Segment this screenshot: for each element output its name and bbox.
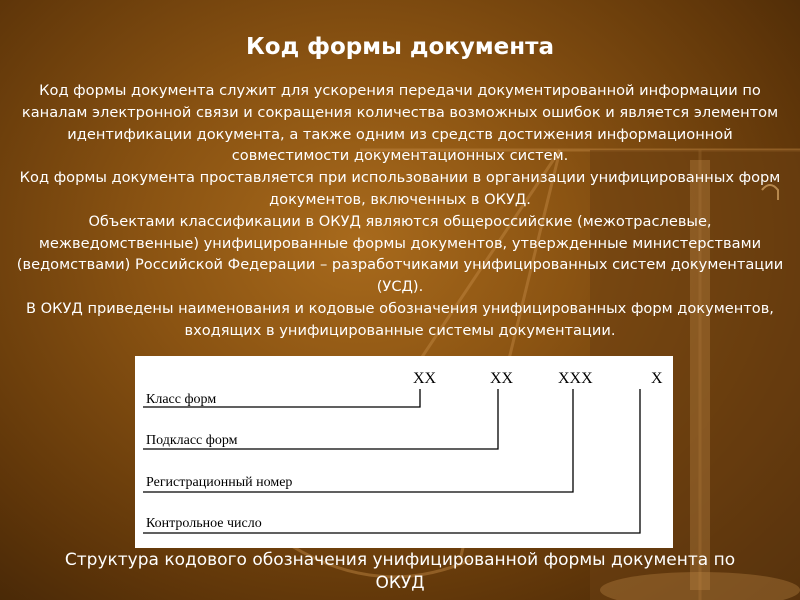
row-label-registration: Регистрационный номер [146, 475, 293, 490]
row-label-subclass: Подкласс форм [146, 433, 238, 448]
paragraph-objects: Объектами классификации в ОКУД являются общероссийские (межотраслевые, межведомственные) унифицированные формы документов, утвержденные министерствами (ведомствами) Российской Федерации – разработчиками унифицированных систем документации (УСД). [16, 212, 784, 296]
code-group-class: XX [413, 370, 437, 387]
diagram-caption: Структура кодового обозначения унифицированной формы документа по ОКУД [64, 550, 736, 593]
row-label-check: Контрольное число [146, 516, 262, 531]
code-group-subclass: XX [490, 370, 514, 387]
code-group-check: X [651, 370, 663, 387]
connector-check [143, 389, 640, 533]
description-text [14, 80, 786, 342]
code-structure-svg [135, 356, 673, 548]
code-structure-diagram [135, 356, 673, 548]
page-title: Код формы документа [246, 34, 554, 60]
paragraph-usage: Код формы документа проставляется при использовании в организации унифицированных форм документов, включенных в ОКУД. [19, 169, 781, 208]
paragraph-purpose: Код формы документа служит для ускорения передачи документированной информации по каналам электронной связи и сокращения количества возможных ошибок и является элементом идентификации документа, а также одним из средств достижения информационной совместимости документационных систем. [21, 82, 779, 165]
code-group-registration: XXX [558, 370, 593, 387]
row-label-class: Класс форм [146, 392, 217, 407]
paragraph-contents: В ОКУД приведены наименования и кодовые обозначения унифицированных форм документов, входящих в унифицированные системы документации. [26, 299, 774, 339]
